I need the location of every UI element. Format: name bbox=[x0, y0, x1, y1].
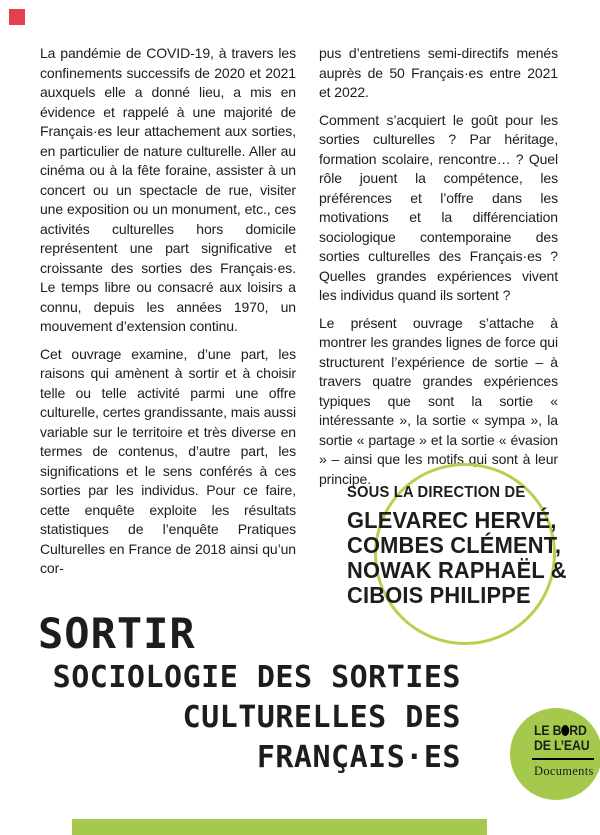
book-subtitle bbox=[40, 658, 461, 778]
publisher-divider bbox=[532, 758, 594, 760]
publisher-name-line2: DE L’EAU bbox=[534, 737, 590, 753]
subtitle-line: FRANÇAIS·ES bbox=[256, 740, 461, 775]
authors-block bbox=[347, 483, 577, 608]
publisher-logo bbox=[510, 708, 600, 800]
publisher-logo-o-mark bbox=[561, 725, 569, 736]
publisher-name-segment: LE B bbox=[534, 722, 562, 738]
publisher-name-segment: RD bbox=[569, 722, 587, 738]
blurb-paragraph: Comment s’acquiert le goût pour les sorties culturelles ? Par héritage, formation scolaire, rencontre… ? Quel rôle jouent la compétence, les préférences et l’offre dans les motivations et la différenciation sociologique contemporaine des sorties culturelles des Français·es ? Quelles grandes expériences vivent les individus quand ils sortent ? bbox=[319, 111, 558, 303]
author-name: CIBOIS PHILIPPE bbox=[347, 582, 531, 608]
author-name: GLEVAREC HERVÉ, bbox=[347, 507, 557, 533]
publisher-name bbox=[534, 723, 594, 753]
red-corner-mark bbox=[9, 9, 25, 25]
publisher-collection: Documents bbox=[534, 764, 594, 778]
blurb-paragraph: Le présent ouvrage s’attache à montrer les grandes lignes de force qui structurent l’expérience de sortie – à travers quatre grandes expériences typiques que sont la sortie « intéressante », la sortie « sympa », la sortie « partage » et la sortie « évasion » – ainsi que les motifs qui sont à leur principe. bbox=[319, 314, 558, 487]
authors-kicker: SOUS LA DIRECTION DE bbox=[347, 484, 526, 501]
blurb-left-column bbox=[40, 44, 296, 587]
subtitle-line: SOCIOLOGIE DES SORTIES bbox=[52, 660, 461, 695]
authors-names bbox=[347, 508, 577, 608]
blurb-paragraph: pus d’entretiens semi-directifs menés auprès de 50 Français·es entre 2021 et 2022. bbox=[319, 45, 558, 100]
author-name: COMBES CLÉMENT, bbox=[347, 532, 562, 558]
green-bottom-bar bbox=[72, 819, 487, 835]
book-title: SORTIR bbox=[38, 609, 196, 658]
subtitle-line: CULTURELLES DES bbox=[182, 700, 461, 735]
blurb-paragraph: La pandémie de COVID-19, à travers les confinements successifs de 2020 et 2021 auxquels elle a donné lieu, a mis en évidence et rappelé à une majorité de Français·es leur attachement aux sorties, en particulier de nature culturelle. Aller au cinéma ou à la fête foraine, assister à un concert ou un spectacle de rue, visiter une exposition ou un monument, etc., ces activités culturelles hors domicile représentent une part significative et croissante des sorties des Français·es. Le temps libre ou consacré aux loisirs a connu, depuis les années 1970, un mouvement d’extension continu. bbox=[40, 45, 296, 334]
blurb-paragraph: Cet ouvrage examine, d’une part, les raisons qui amènent à sortir et à choisir telle ou telle activité parmi une offre culturelle, certes grandissante, mais aussi variable sur le territoire et très diverse en termes de contenus, d’autre part, les significations et le sens conférés à ces sorties par les individus. Pour ce faire, cette enquête exploite les résultats statistiques de l’enquête Pratiques Culturelles en France de 2018 ainsi qu’un cor- bbox=[40, 345, 296, 576]
author-name: NOWAK RAPHAËL & bbox=[347, 557, 567, 583]
